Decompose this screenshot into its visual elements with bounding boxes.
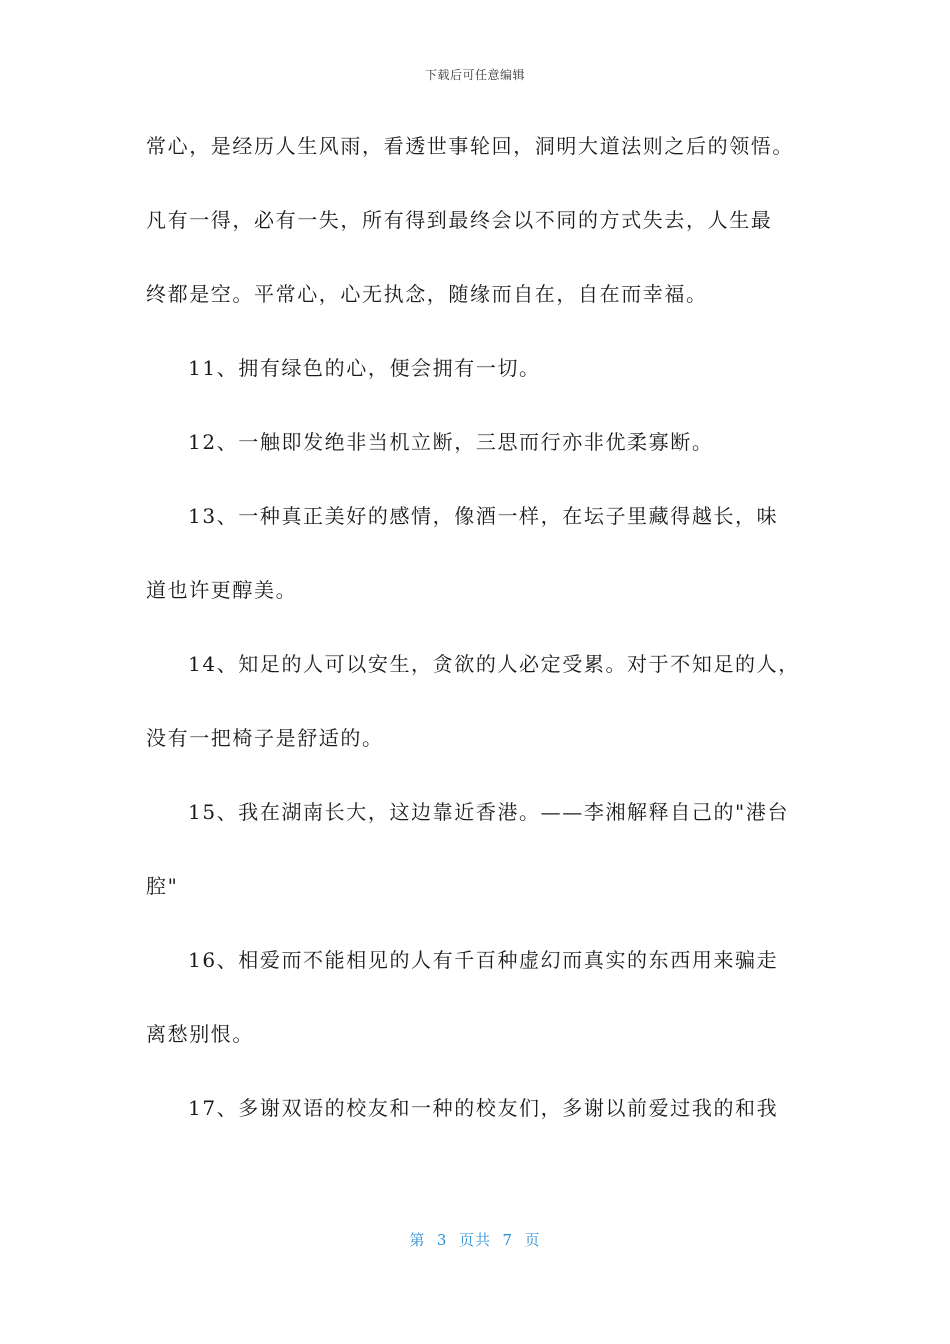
body-line: 没有一把椅子是舒适的。 [146,726,384,750]
document-body [146,126,816,1162]
body-line: 15、我在湖南长大，这边靠近香港。——李湘解释自己的"港台 [188,800,790,824]
body-line: 12、一触即发绝非当机立断，三思而行亦非优柔寡断。 [188,430,714,454]
body-line: 11、拥有绿色的心，便会拥有一切。 [188,356,541,380]
body-line: 凡有一得，必有一失，所有得到最终会以不同的方式失去，人生最 [146,208,773,232]
body-line: 16、相爱而不能相见的人有千百种虚幻而真实的东西用来骗走 [188,948,779,972]
body-line: 14、知足的人可以安生，贪欲的人必定受累。对于不知足的人， [188,652,800,676]
body-line: 17、多谢双语的校友和一种的校友们，多谢以前爱过我的和我 [188,1096,779,1120]
body-line: 离愁别恨。 [146,1022,254,1046]
page-header: 下载后可任意编辑 [424,68,525,82]
body-line: 腔" [146,874,179,898]
page-number: 第 3 页共 7 页 [409,1231,541,1249]
body-line: 道也许更醇美。 [146,578,298,602]
body-line: 13、一种真正美好的感情，像酒一样，在坛子里藏得越长，味 [188,504,779,528]
body-line: 终都是空。平常心，心无执念，随缘而自在，自在而幸福。 [146,282,708,306]
body-line: 常心，是经历人生风雨，看透世事轮回，洞明大道法则之后的领悟。 [146,134,794,158]
